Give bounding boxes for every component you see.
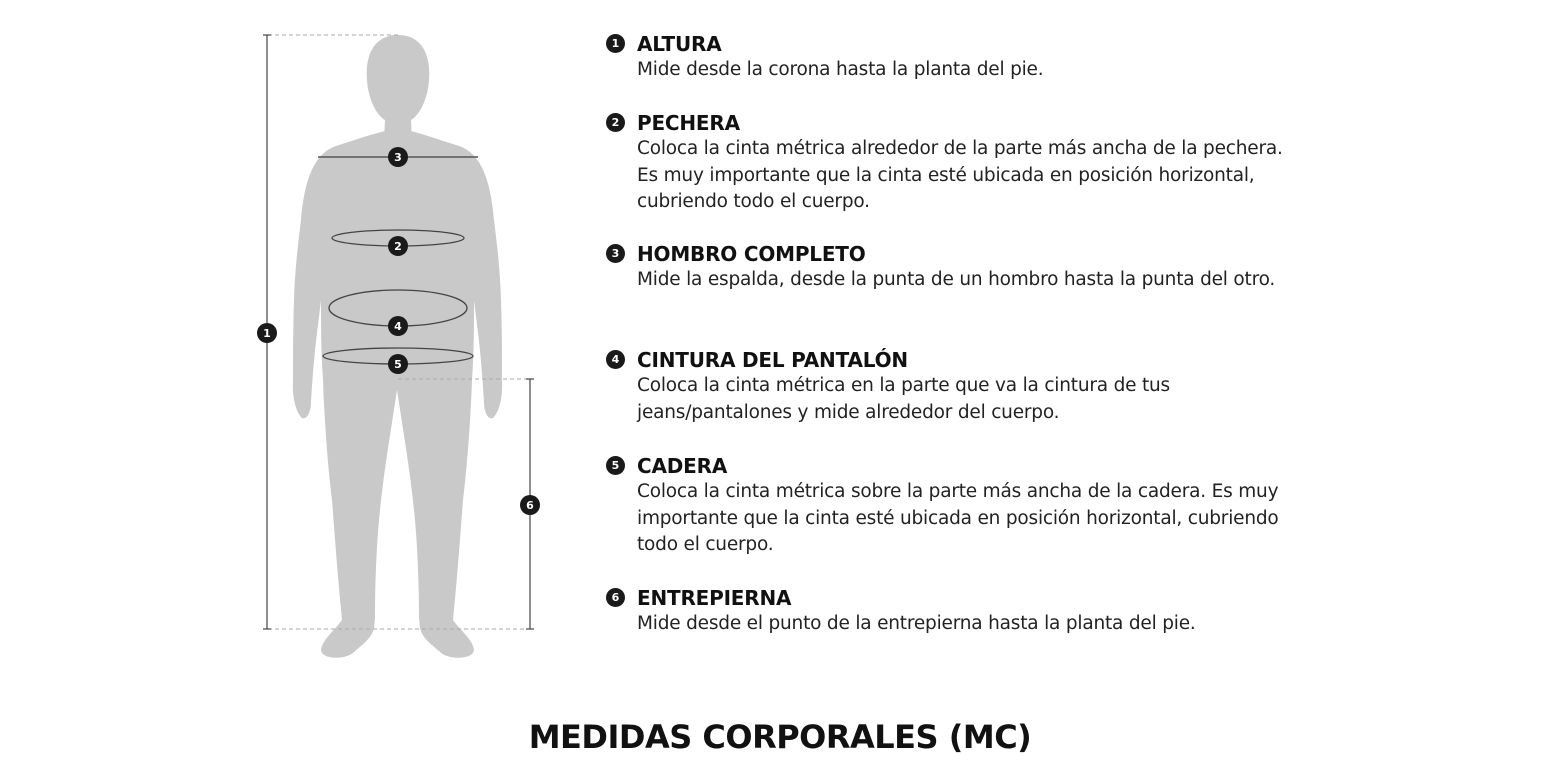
number-badge: 6 [606,588,625,607]
item-title: CINTURA DEL PANTALÓN [637,348,908,372]
marker-1 [257,323,277,343]
torso-shape [293,128,502,658]
svg-text:3: 3 [394,151,402,164]
marker-2 [388,236,408,256]
svg-text:4: 4 [394,320,402,333]
item-description: Coloca la cinta métrica sobre la parte más ancha de la cadera. Es muy importante que la cinta esté ubicada en posición horizontal, cubriendo todo el cuerpo. [637,481,1279,555]
svg-text:5: 5 [394,358,402,371]
measurement-item-hombro [606,241,1326,294]
item-title: ENTREPIERNA [637,586,792,610]
item-description: Mide desde el punto de la entrepierna hasta la planta del pie. [637,613,1196,634]
number-badge: 5 [606,456,625,475]
svg-text:6: 6 [526,499,534,512]
item-description: Coloca la cinta métrica alrededor de la parte más ancha de la pechera. Es muy importante que la cinta esté ubicada en posición horizontal, cubriendo todo el cuerpo. [637,138,1283,212]
measurement-item-entrepierna [606,585,1326,638]
number-badge: 3 [606,244,625,263]
item-title: HOMBRO COMPLETO [637,242,866,266]
svg-text:1: 1 [263,327,271,340]
number-badge: 4 [606,350,625,369]
page-title: MEDIDAS CORPORALES (MC) [528,718,1032,756]
item-description: Mide desde la corona hasta la planta del pie. [637,59,1044,80]
body-diagram [0,0,600,680]
measurement-item-cadera [606,453,1326,559]
number-badge: 2 [606,113,625,132]
body-silhouette [293,35,502,658]
measurement-item-pechera [606,110,1326,216]
marker-3 [388,147,408,167]
marker-4 [388,316,408,336]
item-description: Coloca la cinta métrica en la parte que va la cintura de tus jeans/pantalones y mide alrededor del cuerpo. [637,375,1171,423]
head-neck [367,35,430,140]
svg-text:2: 2 [394,240,402,253]
marker-6 [520,495,540,515]
measurement-item-altura [606,31,1326,84]
measurement-item-cintura [606,347,1326,426]
item-title: CADERA [637,454,728,478]
item-title: PECHERA [637,111,740,135]
marker-5 [388,354,408,374]
number-badge: 1 [606,34,625,53]
item-title: ALTURA [637,32,722,56]
item-description: Mide la espalda, desde la punta de un hombro hasta la punta del otro. [637,269,1276,290]
